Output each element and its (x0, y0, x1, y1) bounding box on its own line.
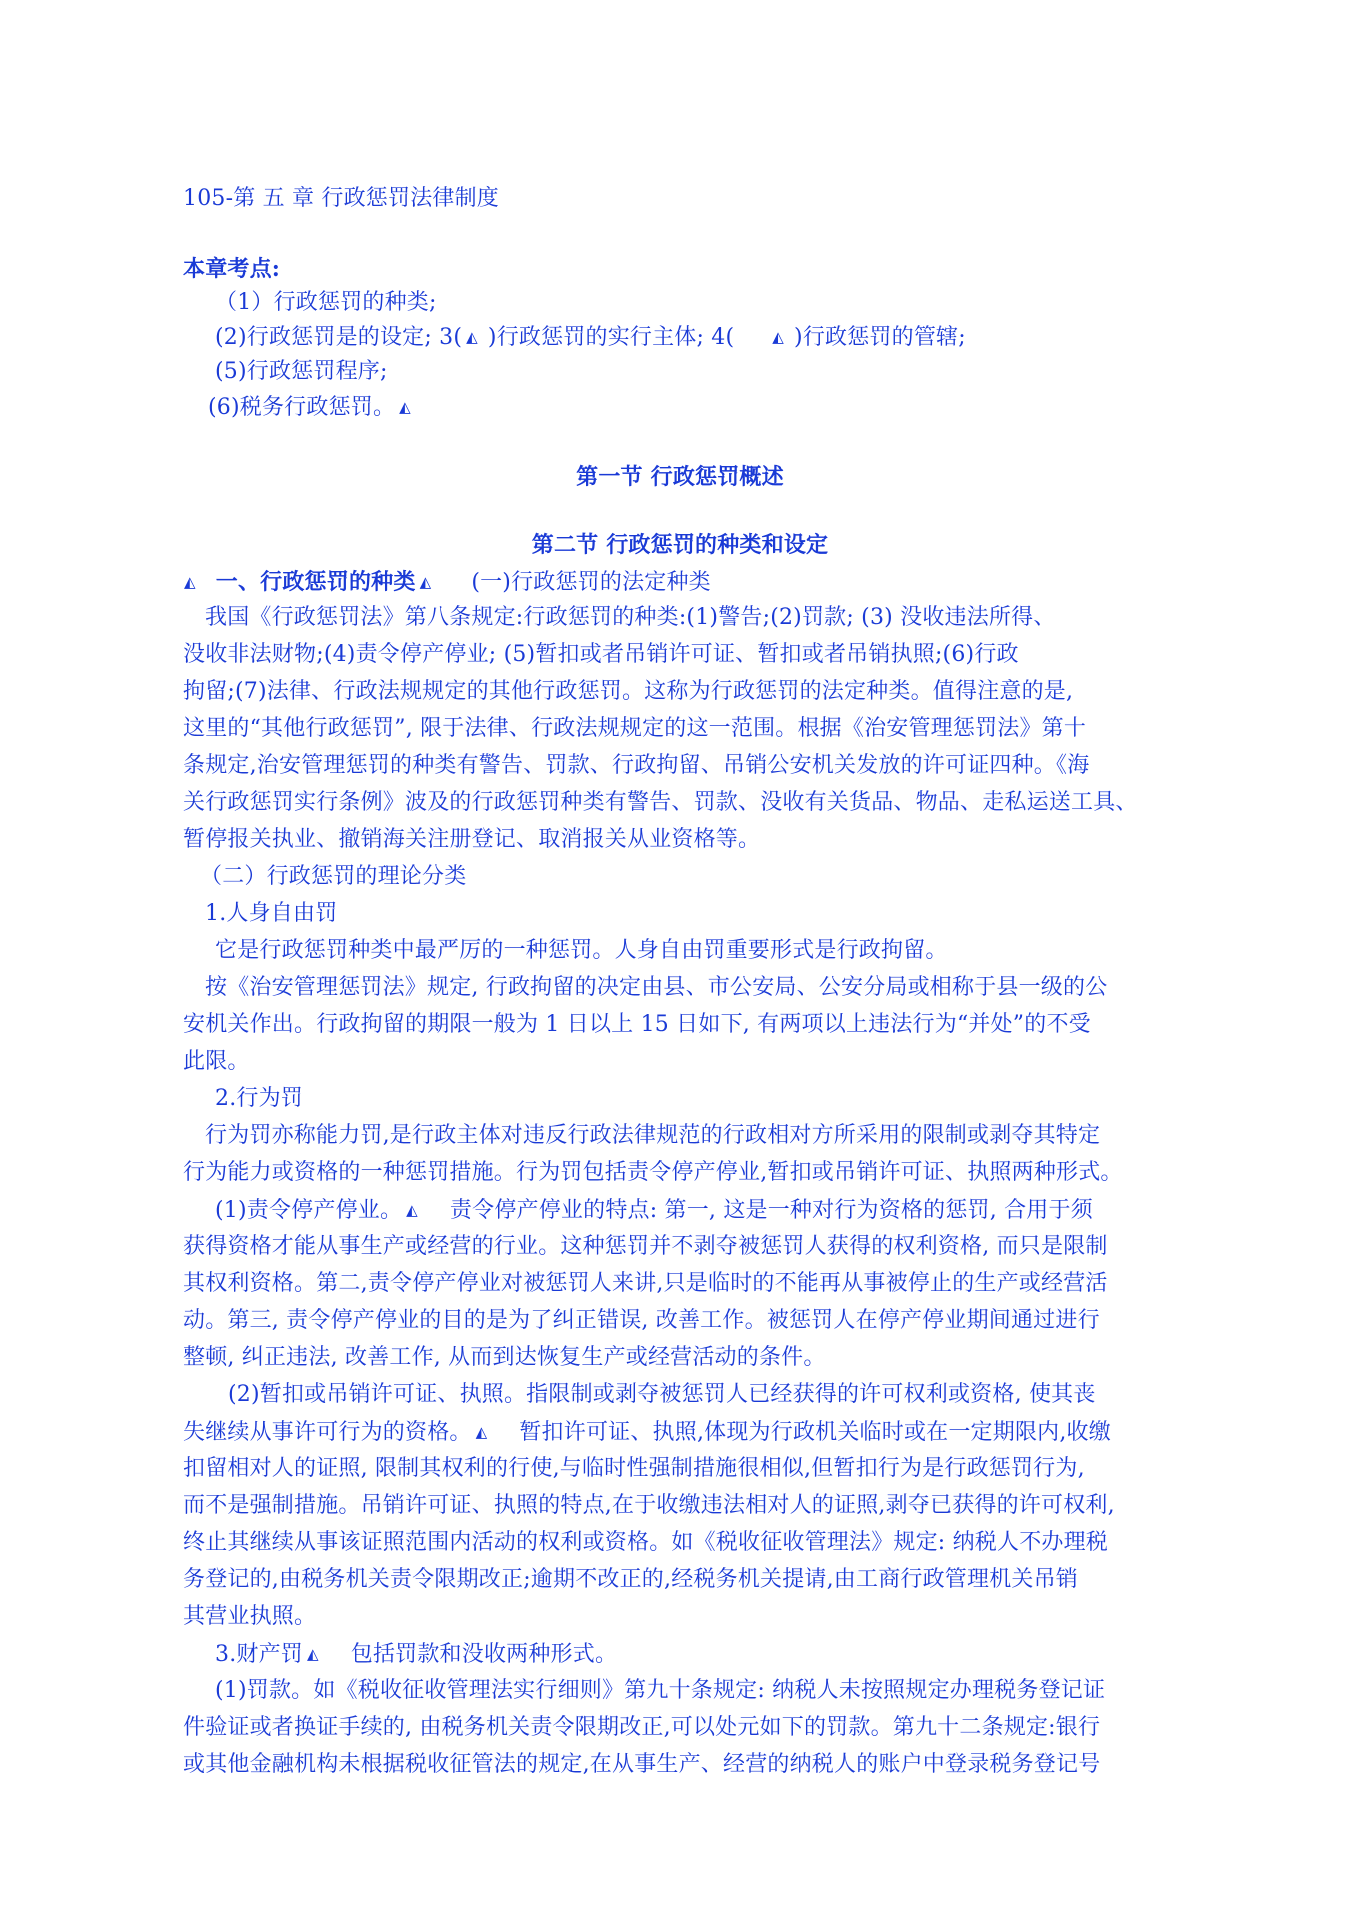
para7-line: (1)罚款。如《税收征收管理法实行细则》第九十条规定: 纳税人未按照规定办理税务登记证 (215, 1678, 1106, 1703)
key-point-3: (5)行政惩罚程序; (215, 359, 388, 384)
section-2-title: 第二节 行政惩罚的种类和设定 (531, 532, 829, 558)
section-mark-icon: ◭ (772, 328, 785, 346)
key-point-1: （1）行政惩罚的种类; (215, 290, 437, 315)
para1-line: 这里的“其他行政惩罚”, 限于法律、行政法规规定的这一范围。根据《治安管理惩罚法》第十 (183, 716, 1087, 741)
key-point-4 (208, 392, 421, 422)
key-point-2 (215, 322, 966, 352)
para6-line: 扣留相对人的证照, 限制其权利的行使,与临时性强制措施很相似,但暂扣行为是行政惩罚行为, (183, 1456, 1085, 1481)
para3-line: 此限。 (183, 1049, 250, 1074)
para3-line: 按《治安管理惩罚法》规定, 行政拘留的决定由县、市公安局、公安分局或相称于县一级的公 (205, 975, 1108, 1000)
para1-line: 没收非法财物;(4)责令停产停业; (5)暂扣或者吊销许可证、暂扣或者吊销执照;(6)行政 (183, 642, 1019, 667)
para1-line: 我国《行政惩罚法》第八条规定:行政惩罚的种类:(1)警告;(2)罚款; (3) 没收违法所得、 (205, 605, 1056, 630)
para1-line: 条规定,治安管理惩罚的种类有警告、罚款、行政拘留、吊销公安机关发放的许可证四种。《海 (183, 753, 1090, 778)
para6-part-b2: 暂扣许可证、执照,体现为行政机关临时或在一定期限内,收缴 (519, 1420, 1111, 1445)
para6-first-line: (2)暂扣或吊销许可证、执照。指限制或剥夺被惩罚人已经获得的许可权利或资格, 使其丧 (228, 1382, 1096, 1407)
key-point-4-text: (6)税务行政惩罚。 (208, 395, 396, 420)
key-point-2-part-b: )行政惩罚的实行主体; 4( (487, 325, 735, 350)
para7-line: 或其他金融机构未根据税收征管法的规定,在从事生产、经营的纳税人的账户中登录税务登记号 (183, 1752, 1101, 1777)
para5-line: 获得资格才能从事生产或经营的行业。这种惩罚并不剥夺被惩罚人获得的权利资格, 而只是限制 (183, 1234, 1108, 1259)
chapter-title: 105-第 五 章 行政惩罚法律制度 (183, 186, 500, 211)
item-1-title: 1.人身自由罚 (205, 901, 338, 926)
key-point-2-part-c: )行政惩罚的管辖; (794, 325, 966, 350)
para6-line: 终止其继续从事该证照范围内活动的权利或资格。如《税收征收管理法》规定: 纳税人不办理税 (183, 1530, 1109, 1555)
para6-line: 务登记的,由税务机关责令限期改正;逾期不改正的,经税务机关提请,由工商行政管理机关吊销 (183, 1567, 1078, 1592)
section-mark-icon: ◭ (466, 328, 478, 346)
para6-second-line (183, 1417, 1111, 1447)
section-mark-icon: ◭ (307, 1645, 319, 1663)
section-mark-icon: ◭ (475, 1423, 488, 1441)
para1-line: 关行政惩罚实行条例》波及的行政惩罚种类有警告、罚款、没收有关货品、物品、走私运送工具、 (183, 790, 1138, 815)
para5-line: 整顿, 纠正违法, 改善工作, 从而到达恢复生产或经营活动的条件。 (183, 1345, 826, 1370)
item-2-title: 2.行为罚 (215, 1086, 303, 1111)
para5-first-line (215, 1195, 1093, 1225)
para2-line: 它是行政惩罚种类中最严厉的一种惩罚。人身自由罚重要形式是行政拘留。 (215, 938, 948, 963)
para4-line: 行为罚亦称能力罚,是行政主体对违反行政法律规范的行政相对方所采用的限制或剥夺其特定 (205, 1123, 1101, 1148)
item-3-desc: 包括罚款和没收两种形式。 (350, 1642, 618, 1667)
para4-line: 行为能力或资格的一种惩罚措施。行为罚包括责令停产停业,暂扣或吊销许可证、执照两种形式。 (183, 1160, 1123, 1185)
item-3-line (215, 1639, 617, 1669)
section-1-title: 第一节 行政惩罚概述 (576, 464, 784, 490)
heading-1-line (180, 567, 711, 597)
section-mark-icon: ◭ (406, 1201, 418, 1219)
para3-line: 安机关作出。行政拘留的期限一般为 1 日以上 15 日如下, 有两项以上违法行为“并处”的不受 (183, 1012, 1091, 1037)
heading-1: 一、行政惩罚的种类 (215, 569, 416, 595)
para6-part-b1: 失继续从事许可行为的资格。 (183, 1420, 472, 1445)
para5-line: 动。第三, 责令停产停业的目的是为了纠正错误, 改善工作。被惩罚人在停产停业期间通过进行 (183, 1308, 1100, 1333)
section-mark-icon: ◭ (399, 398, 411, 416)
para5-part-a: (1)责令停产停业。 (215, 1198, 403, 1223)
para1-line: 拘留;(7)法律、行政法规规定的其他行政惩罚。这称为行政惩罚的法定种类。值得注意的是, (183, 679, 1074, 704)
para7-line: 件验证或者换证手续的, 由税务机关责令限期改正,可以处元如下的罚款。第九十二条规定:银行 (183, 1715, 1101, 1740)
section-mark-icon: ◭ (419, 573, 432, 591)
para5-line: 其权利资格。第二,责令停产停业对被惩罚人来讲,只是临时的不能再从事被停止的生产或经营活 (183, 1271, 1108, 1296)
key-point-2-part-a: (2)行政惩罚是的设定; 3( (215, 325, 463, 350)
para1-line: 暂停报关执业、撤销海关注册登记、取消报关从业资格等。 (183, 827, 761, 852)
section-mark-icon: ◭ (184, 573, 196, 591)
subheading-2: （二）行政惩罚的理论分类 (200, 864, 467, 889)
para6-line: 而不是强制措施。吊销许可证、执照的特点,在于收缴违法相对人的证照,剥夺已获得的许可权利, (183, 1493, 1115, 1518)
item-3-title: 3.财产罚 (215, 1642, 303, 1667)
para5-part-b: 责令停产停业的特点: 第一, 这是一种对行为资格的惩罚, 合用于须 (449, 1198, 1093, 1223)
subheading-1: (一)行政惩罚的法定种类 (471, 570, 711, 595)
key-points-heading: 本章考点: (183, 256, 281, 282)
para6-line: 其营业执照。 (183, 1604, 317, 1629)
